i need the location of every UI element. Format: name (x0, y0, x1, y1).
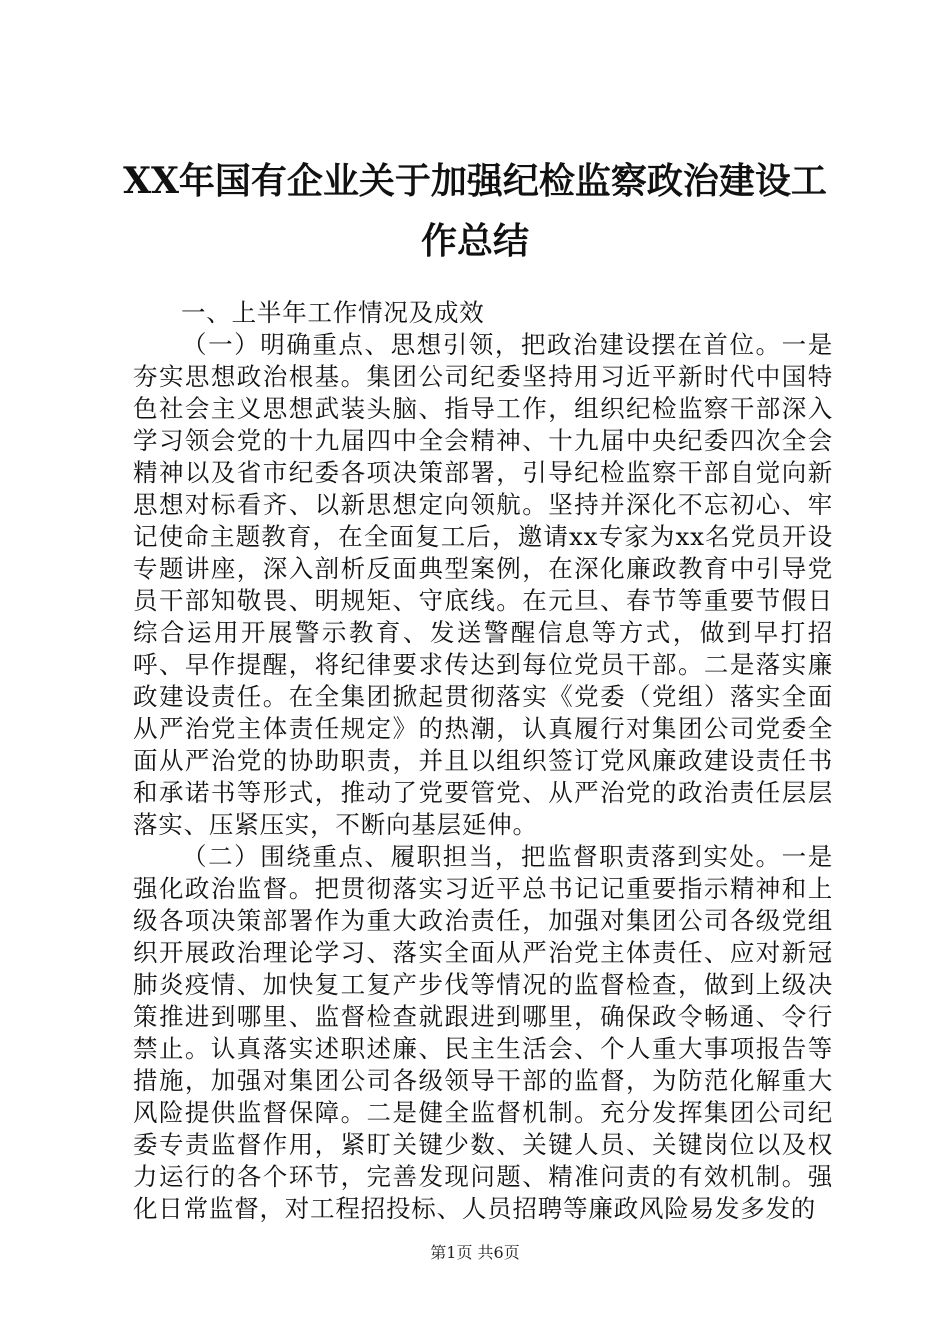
document-title-line-2: 作总结 (420, 220, 529, 262)
page-footer: 第1页 共6页 (430, 1243, 520, 1262)
section-heading: 一、上半年工作情况及成效 (181, 298, 485, 327)
body-paragraph-1: （一）明确重点、思想引领，把政治建设摆在首位。一是夯实思想政治根基。集团公司纪委坚持用习近平新时代中国特色社会主义思想武装头脑、指导工作，组织纪检监察干部深入学习领会党的十九届四中全会精神、十九届中央纪委四次全会精神以及省市纪委各项决策部署，引导纪检监察干部自觉向新思想对标看齐、以新思想定向领航。坚持并深化不忘初心、牢记使命主题教育，在全面复工后，邀请xx专家为xx名党员开设专题讲座，深入剖析反面典型案例，在深化廉政教育中引导党员干部知敬畏、明规矩、守底线。在元旦、春节等重要节假日综合运用开展警示教育、发送警醒信息等方式，做到早打招呼、早作提醒，将纪律要求传达到每位党员干部。二是落实廉政建设责任。在全集团掀起贯彻落实《党委（党组）落实全面从严治党主体责任规定》的热潮，认真履行对集团公司党委全面从严治党的协助职责，并且以组织签订党风廉政建设责任书和承诺书等形式，推动了党要管党、从严治党的政治责任层层落实、压紧压实，不断向基层延伸。 (133, 330, 833, 839)
document-body (133, 297, 833, 1225)
document-title-line-1: XX年国有企业关于加强纪检监察政治建设工 (123, 160, 827, 202)
body-paragraph-2: （二）围绕重点、履职担当，把监督职责落到实处。一是强化政治监督。把贯彻落实习近平总书记记重要指示精神和上级各项决策部署作为重大政治责任，加强对集团公司各级党组织开展政治理论学习、落实全面从严治党主体责任、应对新冠肺炎疫情、加快复工复产步伐等情况的监督检查，做到上级决策推进到哪里、监督检查就跟进到哪里，确保政令畅通、令行禁止。认真落实述职述廉、民主生活会、个人重大事项报告等措施，加强对集团公司各级领导干部的监督，为防范化解重大风险提供监督保障。二是健全监督机制。充分发挥集团公司纪委专责监督作用，紧盯关键少数、关键人员、关键岗位以及权力运行的各个环节，完善发现问题、精准问责的有效机制。强化日常监督，对工程招投标、人员招聘等廉政风险易发多发的 (133, 842, 833, 1223)
